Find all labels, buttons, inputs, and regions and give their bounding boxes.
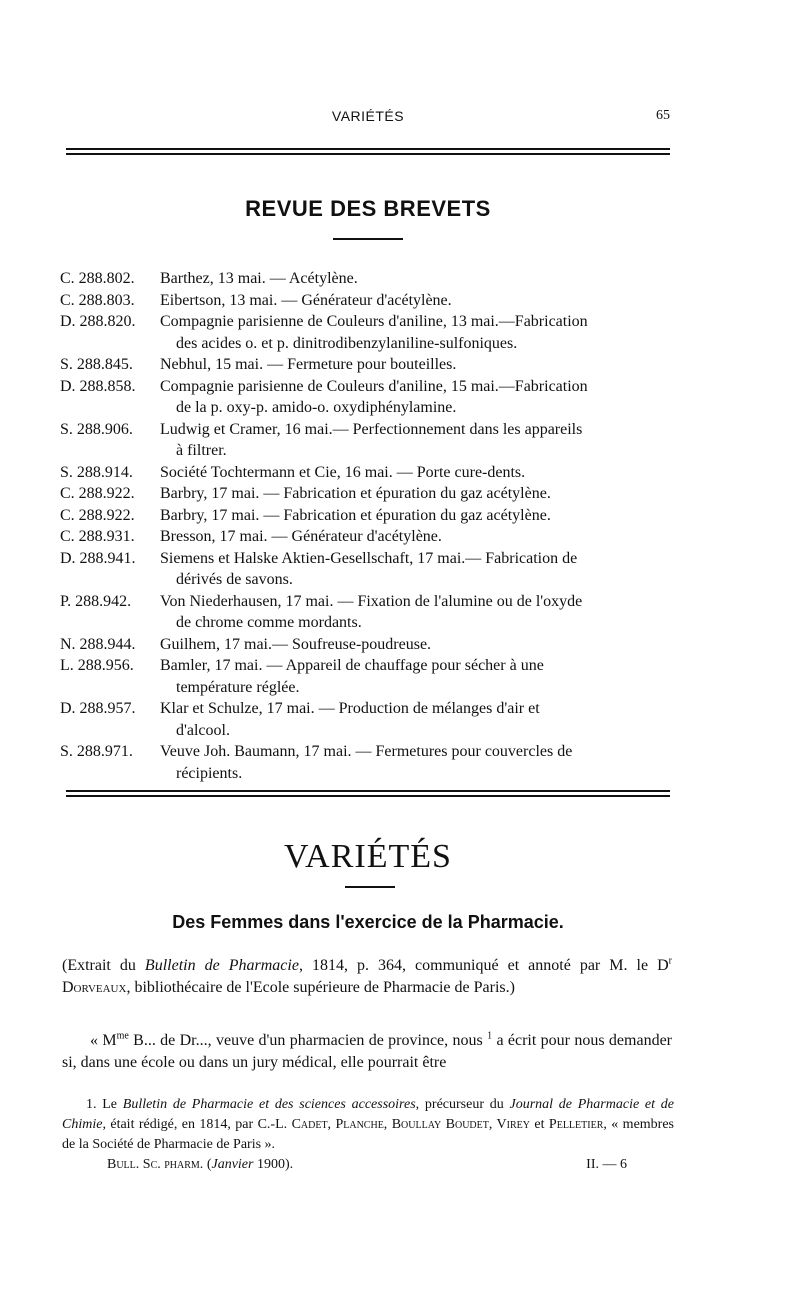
patent-code: C. 288.931. [60, 528, 135, 545]
signature-part: 1900). [253, 1157, 294, 1172]
patent-list [60, 268, 676, 784]
footnote-part: et [529, 1117, 549, 1132]
patent-text: Société Tochtermann et Cie, 16 mai. — Porte cure-dents. [160, 463, 526, 481]
signature-left [107, 1157, 293, 1173]
quote-sup: me [116, 1030, 129, 1042]
patent-text: Bamler, 17 mai. — Appareil de chauffage pour sécher à une [160, 657, 544, 674]
signature-part: Bull. Sc. pharm. [107, 1157, 204, 1172]
patent-entry [60, 483, 676, 505]
patent-text: Barbry, 17 mai. — Fabrication et épuration du gaz acétylène. [160, 506, 551, 524]
patent-text: Siemens et Halske Aktien-Gesellschaft, 17 mai.— Fabrication de [160, 549, 578, 567]
patent-text-continued: température réglée. [176, 678, 300, 696]
patent-text-continued: d'alcool. [176, 721, 230, 739]
patent-text: Guilhem, 17 mai.— Soufreuse-poudreuse. [160, 635, 432, 653]
varietes-rule [345, 886, 395, 888]
extract-note [62, 955, 672, 999]
footnote-part: , était rédigé, en 1814, par C.-L. [102, 1117, 292, 1132]
patent-code: L. 288.956. [60, 657, 134, 674]
patent-entry [60, 634, 676, 656]
footnote-part: Bulletin de Pharmacie et des sciences accessoires [122, 1097, 416, 1112]
extract-part: , bibliothécaire de l'Ecole supérieure de Pharmacie de Paris.) [126, 979, 515, 996]
patent-text: Eibertson, 13 mai. — Générateur d'acétylène. [160, 291, 452, 309]
quote-part: « M [90, 1032, 117, 1049]
section-title: REVUE DES BREVETS [245, 196, 491, 221]
patent-entry [60, 505, 676, 527]
signature-right: II. — 6 [586, 1157, 627, 1172]
patent-text: Veuve Joh. Baumann, 17 mai. — Fermetures pour couvercles de [160, 743, 573, 760]
title-rule [333, 238, 403, 240]
patent-text-continued: de la p. oxy-p. amido-o. oxydiphénylamine. [176, 399, 457, 416]
patent-entry [60, 698, 676, 741]
patent-text-continued: dérivés de savons. [176, 571, 293, 588]
patent-text: Klar et Schulze, 17 mai. — Production de mélanges d'air et [160, 700, 540, 717]
patent-text: Compagnie parisienne de Couleurs d'aniline, 13 mai.—Fabrication [160, 313, 588, 330]
quote-part: a écrit pour nous demander si, dans une école ou dans un jury médical, elle pourrait être [62, 1032, 672, 1071]
patent-code: C. 288.802. [60, 270, 135, 287]
section-double-rule [66, 790, 670, 797]
patent-text: Compagnie parisienne de Couleurs d'aniline, 15 mai.—Fabrication [160, 377, 588, 395]
extract-part: Bulletin de Pharmacie [144, 957, 299, 974]
footnote [62, 1095, 674, 1155]
header-double-rule [66, 148, 670, 155]
footnote-names: Cadet, Planche, Boullay Boudet, Virey [291, 1117, 530, 1132]
patent-code: C. 288.803. [60, 291, 135, 309]
signature-part: ( [203, 1157, 212, 1172]
extract-sup: r [668, 955, 673, 967]
footnote-part: , « membres de la Société de Pharmacie de Paris ». [62, 1117, 674, 1152]
patent-text: Bresson, 17 mai. — Générateur d'acétylène. [160, 528, 442, 545]
signature-part: Janvier [211, 1157, 254, 1172]
footnote-part: Journal de Pharmacie et de Chimie [62, 1097, 674, 1132]
patent-text-continued: à filtrer. [176, 442, 227, 459]
patent-code: P. 288.942. [60, 592, 132, 610]
patent-code: D. 288.941. [60, 549, 136, 567]
patent-code: S. 288.971. [60, 743, 133, 760]
patent-text: Barbry, 17 mai. — Fabrication et épuration du gaz acétylène. [160, 485, 551, 502]
patent-text: Barthez, 13 mai. — Acétylène. [160, 270, 358, 287]
patent-entry [60, 655, 676, 698]
patent-entry [60, 311, 676, 354]
running-head-title: VARIÉTÉS [331, 108, 405, 124]
patent-code: D. 288.957. [60, 700, 136, 717]
footnote-part: , précurseur du [415, 1097, 510, 1112]
patent-entry [60, 419, 676, 462]
article-title: Des Femmes dans l'exercice de la Pharmacie. [172, 912, 564, 932]
patent-text-continued: récipients. [176, 764, 243, 782]
patent-entry [60, 376, 676, 419]
patent-text-continued: de chrome comme mordants. [176, 614, 362, 631]
patent-code: N. 288.944. [60, 635, 136, 653]
patent-text: Nebhul, 15 mai. — Fermeture pour bouteilles. [160, 356, 457, 373]
footnote-names: Pelletier [548, 1117, 604, 1132]
extract-author: Dorveaux [62, 979, 127, 996]
extract-part: (Extrait du [62, 957, 145, 974]
patent-entry [60, 741, 676, 784]
page-number: 65 [656, 108, 670, 123]
patent-entry [60, 354, 676, 376]
patent-entry [60, 548, 676, 591]
patent-code: S. 288.906. [60, 420, 133, 438]
patent-entry [60, 268, 676, 290]
patent-text: Ludwig et Cramer, 16 mai.— Perfectionnement dans les appareils [160, 420, 583, 438]
patent-code: D. 288.820. [60, 313, 136, 330]
patent-entry [60, 462, 676, 484]
footnote-ref: 1 [487, 1030, 493, 1042]
patent-text-continued: des acides o. et p. dinitrodibenzylaniline-sulfoniques. [176, 334, 518, 352]
extract-part: M. le D [609, 957, 669, 974]
quote-paragraph [62, 1030, 672, 1074]
varietes-title: VARIÉTÉS [284, 838, 452, 875]
patent-code: S. 288.914. [60, 463, 133, 481]
patent-code: S. 288.845. [60, 356, 133, 373]
patent-entry [60, 526, 676, 548]
patent-entry [60, 290, 676, 312]
footnote-part: 1. Le [86, 1097, 123, 1112]
patent-entry [60, 591, 676, 634]
extract-part: , 1814, p. 364, communiqué et annoté par [298, 957, 601, 974]
patent-code: C. 288.922. [60, 506, 135, 524]
patent-code: D. 288.858. [60, 377, 136, 395]
patent-text: Von Niederhausen, 17 mai. — Fixation de l'alumine ou de l'oxyde [160, 592, 583, 610]
patent-code: C. 288.922. [60, 485, 135, 502]
running-head [66, 108, 670, 130]
quote-part: B... de Dr..., veuve d'un pharmacien de province, nous [128, 1032, 488, 1049]
